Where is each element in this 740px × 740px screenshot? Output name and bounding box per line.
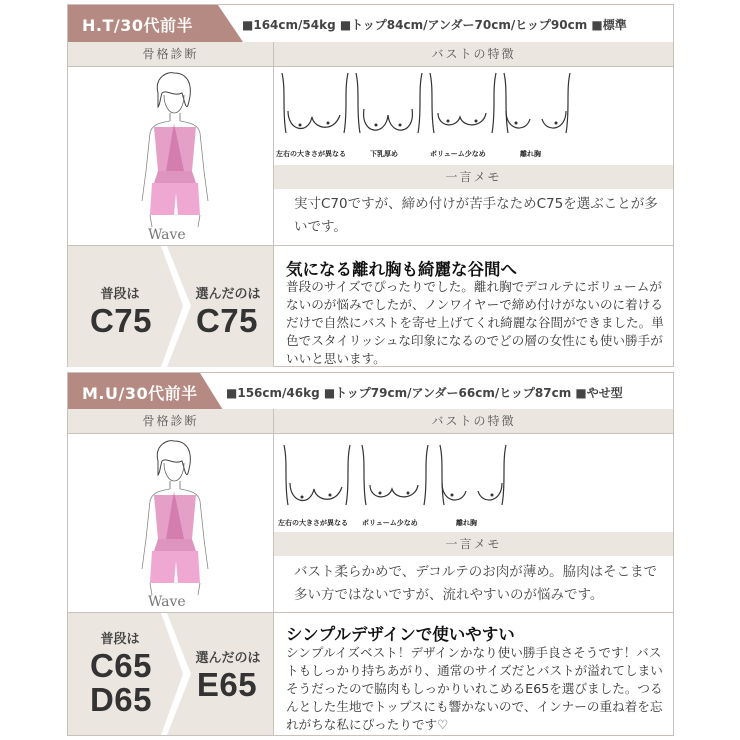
bust-illustration-icon — [278, 71, 352, 143]
bust-illustration-icon — [436, 443, 510, 515]
bust-type-item — [426, 71, 500, 158]
reviewer-name: H.T/30代前半 — [82, 16, 193, 35]
review-title: シンプルデザインで使いやすい — [286, 625, 515, 644]
memo-text: バスト柔らかめで、デコルテのお肉が薄め。脇肉はそこまで多い方ではないですが、流れやすいのが悩みです。 — [294, 564, 658, 603]
body-type-label: Wave — [148, 227, 186, 243]
chosen-size-label: 選んだのは — [195, 651, 261, 666]
bust-type-item — [352, 71, 426, 158]
bust-illustration-icon — [358, 443, 432, 515]
bust-type-caption: 離れ胸 — [520, 150, 541, 158]
review-body: 普段のサイズでぴったりでした。離れ胸でデコルテにボリュームがないのが悩みでしたが、ノンワイヤーで締め付けがないのに着けるだけで自然にバストを寄せ上げてくれ綺麗な谷間ができました。単色でスタイリッシュな印象になるのでどの層の女性にも使い勝手がいいと思います。 — [286, 279, 664, 366]
bust-type-caption: 下乳厚め — [370, 150, 398, 158]
usual-size-value-2: D65 — [89, 681, 153, 718]
review-card-2 — [67, 372, 674, 736]
bust-illustration-icon — [426, 71, 500, 143]
body-type-label: Wave — [148, 594, 186, 610]
bust-type-item — [276, 71, 352, 158]
bust-illustration-icon — [280, 443, 354, 515]
reviewer-name: M.U/30代前半 — [82, 384, 198, 403]
bust-type-caption: 離れ胸 — [456, 519, 477, 527]
skeleton-heading: 骨格診断 — [68, 409, 273, 433]
bust-types-row — [276, 71, 574, 158]
body-figure — [128, 71, 218, 229]
bust-illustration-icon — [500, 71, 574, 143]
chosen-size-value: C75 — [195, 302, 259, 339]
bust-illustration-icon — [352, 71, 426, 143]
bust-type-caption: ボリューム少なめ — [430, 150, 486, 158]
memo-heading: 一言メモ — [274, 532, 673, 556]
skeleton-heading: 骨格診断 — [68, 42, 273, 66]
usual-size-label: 普段は — [100, 632, 140, 647]
bust-type-caption: 左右の大きさが異なる — [278, 519, 348, 527]
review-header — [68, 373, 673, 410]
bust-type-caption: ボリューム少なめ — [362, 519, 418, 527]
review-card-1 — [67, 4, 674, 367]
chosen-size-value: E65 — [196, 666, 258, 703]
reviewer-stats: ■156cm/46kg ■トップ79cm/アンダー66cm/ヒップ87cm ■やせ型 — [226, 386, 623, 400]
bust-heading: バストの特徴 — [274, 42, 673, 66]
usual-size-value: C75 — [89, 302, 153, 339]
bust-type-caption: 左右の大きさが異なる — [276, 150, 346, 158]
bust-type-item — [500, 71, 574, 158]
bust-type-item — [278, 443, 358, 527]
memo-text: 実寸C70ですが、締め付けが苦手なためC75を選ぶことが多いです。 — [294, 196, 658, 235]
chosen-size-label: 選んだのは — [195, 287, 261, 302]
body-figure — [128, 439, 218, 597]
usual-size-label: 普段は — [100, 287, 140, 302]
review-body: シンプルイズベスト！デザインかなり使い勝手良さそうです！バストもしっかり持ちあがり、通常のサイズだとバストが溢れてしまいそうだったので脇肉もしっかりいれこめるE65を選びました。つるんとした生地でトップスにも響かないので、インナーの重ね着を忘れがちな私にぴったりです♡ — [286, 645, 663, 732]
bust-type-item — [358, 443, 436, 527]
reviewer-stats: ■164cm/54kg ■トップ84cm/アンダー70cm/ヒップ90cm ■標準 — [242, 18, 627, 32]
usual-size-value-1: C65 — [89, 647, 153, 684]
review-header — [68, 5, 673, 42]
review-title: 気になる離れ胸も綺麗な谷間へ — [286, 260, 517, 279]
memo-heading: 一言メモ — [274, 165, 673, 189]
bust-types-row — [278, 443, 514, 527]
bust-heading: バストの特徴 — [274, 409, 673, 433]
bust-type-item — [436, 443, 514, 527]
